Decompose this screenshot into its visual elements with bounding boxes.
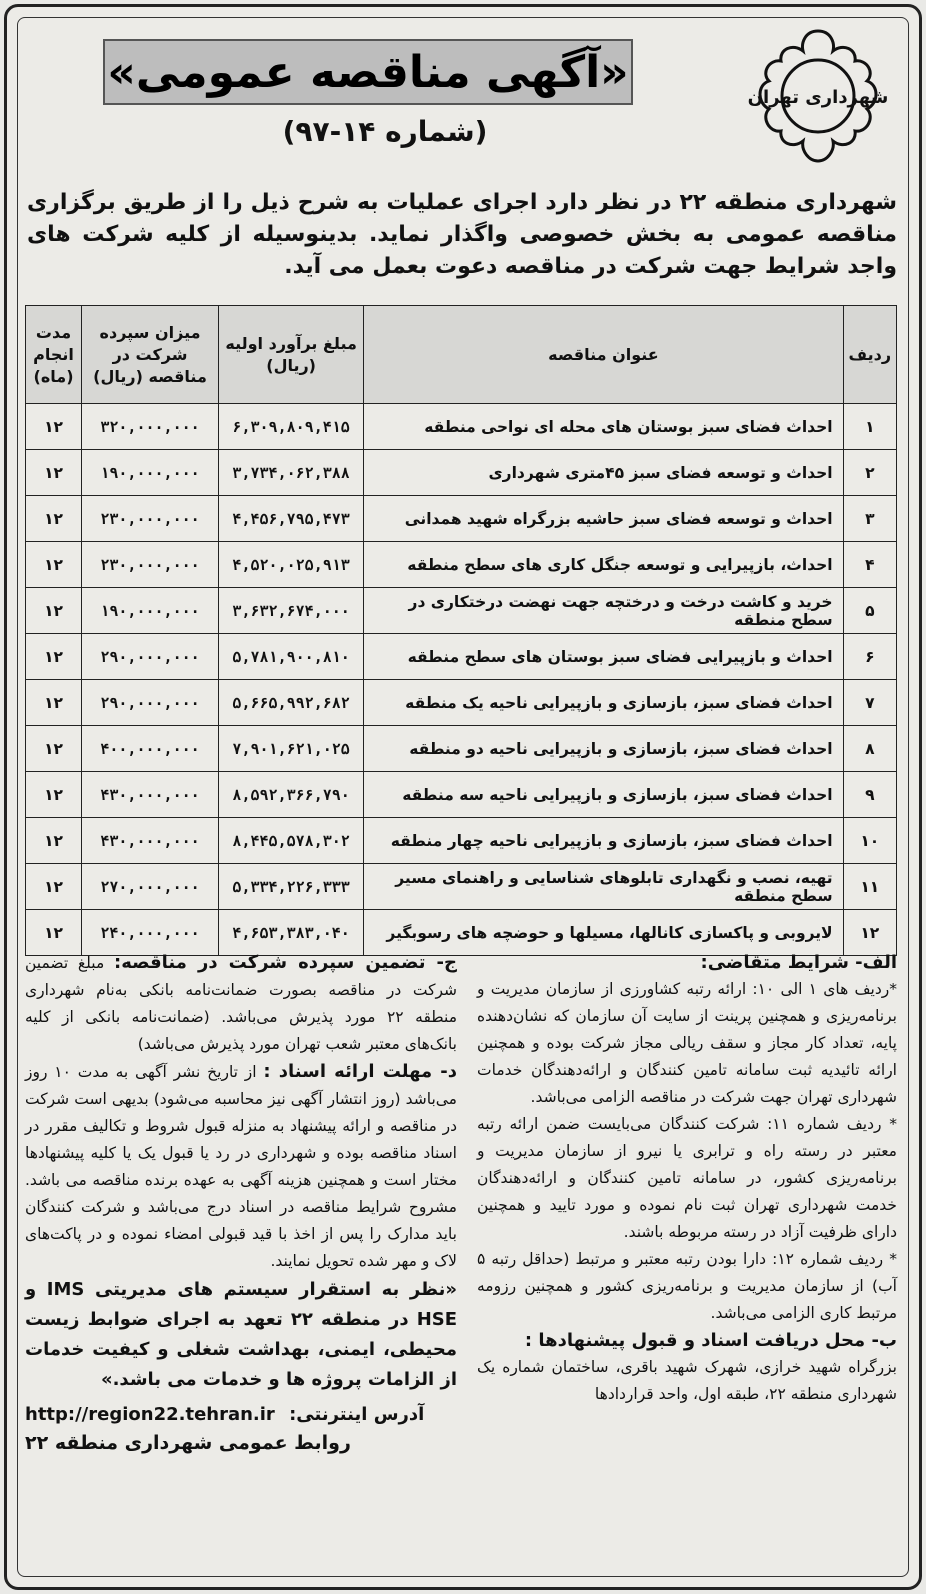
- cell-deposit: ۱۹۰,۰۰۰,۰۰۰: [82, 450, 219, 496]
- table-row: [26, 818, 897, 864]
- cell-deposit: ۲۹۰,۰۰۰,۰۰۰: [82, 680, 219, 726]
- cell-estimate: ۶,۳۰۹,۸۰۹,۴۱۵: [219, 404, 364, 450]
- conditions-section: [25, 949, 897, 1579]
- table-row: [26, 634, 897, 680]
- intro-paragraph: [27, 187, 897, 283]
- jim-title: ج- تضمین سپرده شرکت در مناقصه:: [114, 952, 457, 973]
- tender-number: (شماره ۱۴-۹۷): [282, 115, 488, 148]
- table-row: [26, 496, 897, 542]
- cell-deposit: ۳۲۰,۰۰۰,۰۰۰: [82, 404, 219, 450]
- intro-text: در نظر دارد اجرای عملیات به شرح ذیل را از طریق برگزاری مناقصه عمومی به بخش خصوصی واگذار نماید. بدینوسیله از کلیه شرکت های واجد شرایط جهت شرکت در مناقصه دعوت بعمل می آید.: [27, 190, 897, 279]
- cell-row-number: ۷: [843, 680, 896, 726]
- cell-title: احداث فضای سبز بوستان های محله ای نواحی منطقه: [364, 404, 843, 450]
- right-column: [477, 949, 897, 1408]
- cell-title: احداث و توسعه فضای سبز حاشیه بزرگراه شهید همدانی: [364, 496, 843, 542]
- cell-deposit: ۲۹۰,۰۰۰,۰۰۰: [82, 634, 219, 680]
- cell-duration: ۱۲: [26, 910, 82, 956]
- cell-estimate: ۴,۶۵۳,۳۸۳,۰۴۰: [219, 910, 364, 956]
- cell-duration: ۱۲: [26, 772, 82, 818]
- cell-deposit: ۴۳۰,۰۰۰,۰۰۰: [82, 818, 219, 864]
- header-estimate: مبلغ برآورد اولیه (ریال): [219, 306, 364, 404]
- cell-row-number: ۲: [843, 450, 896, 496]
- public-relations-signature: روابط عمومی شهرداری منطقه ۲۲: [25, 1432, 351, 1454]
- alef-title: الف- شرایط متقاضی:: [700, 952, 897, 973]
- cell-duration: ۱۲: [26, 634, 82, 680]
- tehran-municipality-logo-icon: [743, 21, 893, 171]
- be-paragraph: بزرگراه شهید خرازی، شهرک شهید باقری، ساختمان شماره یک شهرداری منطقه ۲۲، طبقه اول، واحد قراردادها: [477, 1358, 897, 1403]
- header-duration: مدت انجام (ماه): [26, 306, 82, 404]
- table-row: [26, 542, 897, 588]
- cell-estimate: ۵,۳۳۴,۲۲۶,۳۳۳: [219, 864, 364, 910]
- table-row: [26, 864, 897, 910]
- header-title: عنوان مناقصه: [364, 306, 843, 404]
- cell-title: احداث و بازپیرایی فضای سبز بوستان های سطح منطقه: [364, 634, 843, 680]
- website-label: آدرس اینترنتی:: [289, 1404, 425, 1425]
- cell-duration: ۱۲: [26, 404, 82, 450]
- cell-duration: ۱۲: [26, 818, 82, 864]
- cell-estimate: ۵,۷۸۱,۹۰۰,۸۱۰: [219, 634, 364, 680]
- cell-estimate: ۴,۵۲۰,۰۲۵,۹۱۳: [219, 542, 364, 588]
- left-column: [25, 949, 457, 1457]
- cell-estimate: ۸,۴۴۵,۵۷۸,۳۰۲: [219, 818, 364, 864]
- cell-estimate: ۳,۷۳۴,۰۶۲,۳۸۸: [219, 450, 364, 496]
- cell-title: احداث فضای سبز، بازسازی و بازپیرایی ناحیه دو منطقه: [364, 726, 843, 772]
- cell-title: احداث، بازپیرایی و توسعه جنگل کاری های سطح منطقه: [364, 542, 843, 588]
- cell-row-number: ۱: [843, 404, 896, 450]
- table-row: [26, 726, 897, 772]
- alef-paragraph-2: * ردیف شماره ۱۱: شرکت کنندگان می‌بایست ضمن ارائه رتبه معتبر در رسته راه و ترابری یا نیرو از سازمان مدیریت و برنامه‌ریزی کشور، در سامانه تامین کنندگان و ارائه‌دهندگان خدمت شهرداری تهران ثبت نام نموده و مورد تایید و همچنین دارای ظرفیت آزاد در رسته مربوطه باشند.: [477, 1115, 897, 1241]
- cell-row-number: ۵: [843, 588, 896, 634]
- cell-deposit: ۲۳۰,۰۰۰,۰۰۰: [82, 542, 219, 588]
- cell-deposit: ۴۰۰,۰۰۰,۰۰۰: [82, 726, 219, 772]
- alef-paragraph-3: * ردیف شماره ۱۲: دارا بودن رتبه معتبر و مرتبط (حداقل رتبه ۵ آب) از سازمان مدیریت و برنامه‌ریزی کشور و همچنین رزومه مرتبط کاری الزامی می‌باشد.: [477, 1250, 897, 1322]
- alef-paragraph-1: *ردیف های ۱ الی ۱۰: ارائه رتبه کشاورزی از سازمان مدیریت و برنامه‌ریزی و همچنین پرینت از سایت آن سازمان که نشان‌دهنده پایه، تعداد کار مجاز و سقف ریالی مجاز شرکت بوده و همچنین ارائه تائیدیه ثبت سامانه تامین کنندگان و ارائه‌دهندگان خدمات شهرداری تهران جهت شرکت در مناقصه الزامی می‌باشد.: [477, 980, 897, 1106]
- cell-duration: ۱۲: [26, 588, 82, 634]
- cell-title: احداث فضای سبز، بازسازی و بازپیرایی ناحیه چهار منطقه: [364, 818, 843, 864]
- dal-title: د- مهلت ارائه اسناد :: [263, 1061, 457, 1082]
- cell-deposit: ۲۷۰,۰۰۰,۰۰۰: [82, 864, 219, 910]
- cell-row-number: ۱۰: [843, 818, 896, 864]
- cell-row-number: ۳: [843, 496, 896, 542]
- table-header-row: [26, 306, 897, 404]
- hse-notice: «نظر به استقرار سیستم های مدیریتی IMS و HSE در منطقه ۲۲ تعهد به اجرای ضوابط زیست محیطی، ایمنی، بهداشت شغلی و کیفیت خدمات از الزامات پروژه ها و خدمات می باشد.»: [25, 1279, 458, 1390]
- table-row: [26, 404, 897, 450]
- be-title: ب- محل دریافت اسناد و قبول پیشنهادها :: [524, 1330, 897, 1351]
- cell-title: لایروبی و پاکسازی کانالها، مسیلها و حوضچه های رسوبگیر: [364, 910, 843, 956]
- cell-row-number: ۶: [843, 634, 896, 680]
- header-deposit: میزان سپرده شرکت در مناقصه (ریال): [82, 306, 219, 404]
- cell-estimate: ۷,۹۰۱,۶۲۱,۰۲۵: [219, 726, 364, 772]
- table-row: [26, 450, 897, 496]
- cell-row-number: ۸: [843, 726, 896, 772]
- ad-title: «آگهی مناقصه عمومی»: [107, 46, 629, 98]
- cell-row-number: ۱۲: [843, 910, 896, 956]
- ad-title-box: [103, 39, 633, 105]
- dal-text: از تاریخ نشر آگهی به مدت ۱۰ روز می‌باشد (روز انتشار آگهی نیز محاسبه می‌شود) بدیهی است شرکت در مناقصه و ارائه پیشنهاد به منزله قبول شروط و تکالیف مقرر در اسناد مناقصه بوده و شهرداری در رد یا قبول یک یا کلیه پیشنهادها مختار است و همچنین هزینه آگهی به عهده برنده مناقصه می باشد. مشروح شرایط مناقصه در اسناد درج می‌باشد و شرکت کنندگان باید مدارک را پس از اخذ با قید قبولی امضاء نموده و در پاکت‌های لاک و مهر شده تحویل نمایند.: [25, 1063, 457, 1270]
- website-line: [25, 1401, 457, 1428]
- cell-deposit: ۱۹۰,۰۰۰,۰۰۰: [82, 588, 219, 634]
- cell-duration: ۱۲: [26, 680, 82, 726]
- table-row: [26, 588, 897, 634]
- cell-row-number: ۱۱: [843, 864, 896, 910]
- cell-estimate: ۸,۵۹۲,۳۶۶,۷۹۰: [219, 772, 364, 818]
- cell-duration: ۱۲: [26, 496, 82, 542]
- jim-paragraph: [25, 949, 457, 1058]
- dal-paragraph: [25, 1058, 457, 1275]
- cell-estimate: ۵,۶۶۵,۹۹۲,۶۸۲: [219, 680, 364, 726]
- cell-title: احداث فضای سبز، بازسازی و بازپیرایی ناحیه سه منطقه: [364, 772, 843, 818]
- cell-estimate: ۴,۴۵۶,۷۹۵,۴۷۳: [219, 496, 364, 542]
- table-row: [26, 680, 897, 726]
- cell-title: احداث فضای سبز، بازسازی و بازپیرایی ناحیه یک منطقه: [364, 680, 843, 726]
- cell-row-number: ۴: [843, 542, 896, 588]
- tenders-table: [25, 305, 897, 956]
- jim-text: مبلغ تضمین شرکت در مناقصه بصورت ضمانت‌نامه بانکی به‌نام شهرداری منطقه ۲۲ مورد پذیرش می‌باشد. (ضمانت‌نامه بانکی از کلیه بانک‌های معتبر شعب تهران مورد پذیرش می‌باشد): [25, 954, 457, 1053]
- cell-duration: ۱۲: [26, 542, 82, 588]
- cell-deposit: ۲۳۰,۰۰۰,۰۰۰: [82, 496, 219, 542]
- cell-title: احداث و توسعه فضای سبز ۴۵متری شهرداری: [364, 450, 843, 496]
- header-row-number: ردیف: [843, 306, 896, 404]
- cell-duration: ۱۲: [26, 726, 82, 772]
- cell-deposit: ۲۴۰,۰۰۰,۰۰۰: [82, 910, 219, 956]
- logo-text: شهرداری تهران: [747, 87, 889, 108]
- cell-estimate: ۳,۶۳۲,۶۷۴,۰۰۰: [219, 588, 364, 634]
- cell-duration: ۱۲: [26, 450, 82, 496]
- cell-row-number: ۹: [843, 772, 896, 818]
- table-row: [26, 772, 897, 818]
- website-url[interactable]: http://region22.tehran.ir: [25, 1404, 275, 1425]
- intro-lead: شهرداری منطقه ۲۲: [679, 190, 898, 215]
- cell-duration: ۱۲: [26, 864, 82, 910]
- cell-title: تهیه، نصب و نگهداری تابلوهای شناسایی و راهنمای مسیر سطح منطقه: [364, 864, 843, 910]
- cell-deposit: ۴۳۰,۰۰۰,۰۰۰: [82, 772, 219, 818]
- cell-title: خرید و کاشت درخت و درختچه جهت نهضت درختکاری در سطح منطقه: [364, 588, 843, 634]
- newspaper-ad: [4, 4, 922, 1590]
